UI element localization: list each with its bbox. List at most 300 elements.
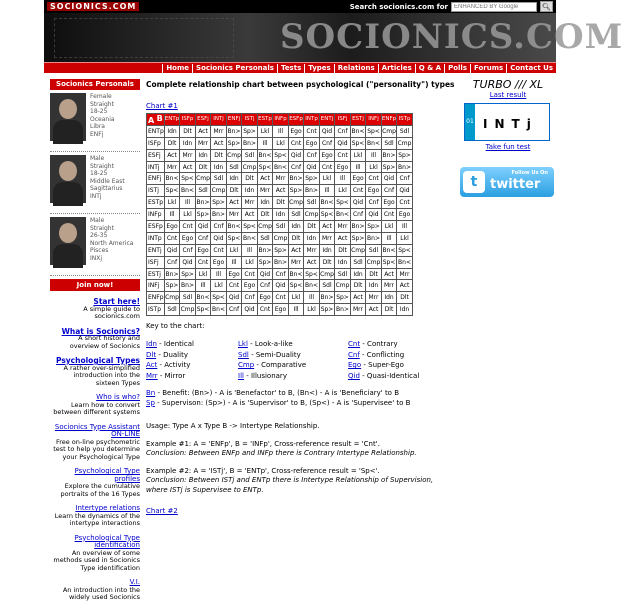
table-cell[interactable]: Cnt bbox=[164, 232, 180, 244]
table-cell[interactable]: Cnt bbox=[180, 221, 196, 233]
table-cell[interactable]: Sp> bbox=[211, 197, 227, 209]
table-cell[interactable]: Bn< bbox=[164, 173, 180, 185]
table-cell[interactable]: Ill bbox=[226, 256, 242, 268]
table-cell[interactable]: Ill bbox=[273, 125, 289, 137]
key-abbr[interactable]: Act bbox=[146, 361, 158, 370]
table-cell[interactable]: Ego bbox=[195, 244, 211, 256]
table-cell[interactable]: Qid bbox=[195, 221, 211, 233]
table-cell[interactable]: Bn< bbox=[350, 125, 366, 137]
column-header[interactable]: ENFj bbox=[226, 114, 242, 126]
table-cell[interactable]: Qid bbox=[273, 280, 289, 292]
table-cell[interactable]: Ill bbox=[180, 197, 196, 209]
table-cell[interactable]: Mrr bbox=[242, 197, 258, 209]
table-cell[interactable]: Cmp bbox=[288, 197, 304, 209]
table-cell[interactable]: Idn bbox=[335, 256, 351, 268]
table-cell[interactable]: Sp> bbox=[164, 280, 180, 292]
table-cell[interactable]: Bn> bbox=[350, 221, 366, 233]
table-cell[interactable]: Ego bbox=[319, 149, 335, 161]
table-cell[interactable]: Ill bbox=[195, 280, 211, 292]
table-cell[interactable]: Ego bbox=[350, 173, 366, 185]
table-cell[interactable]: Ill bbox=[257, 137, 273, 149]
table-cell[interactable]: Cnf bbox=[335, 125, 351, 137]
table-cell[interactable]: Dlt bbox=[211, 149, 227, 161]
nav-item[interactable]: Q & A bbox=[415, 64, 444, 73]
table-cell[interactable]: Idn bbox=[350, 268, 366, 280]
table-cell[interactable]: Qid bbox=[226, 292, 242, 304]
table-cell[interactable]: Sdl bbox=[195, 185, 211, 197]
table-cell[interactable]: Dlt bbox=[350, 280, 366, 292]
table-cell[interactable]: Mrr bbox=[211, 125, 227, 137]
column-header[interactable]: ESTj bbox=[350, 114, 366, 126]
table-cell[interactable]: Act bbox=[397, 280, 413, 292]
table-cell[interactable]: Cnf bbox=[350, 209, 366, 221]
table-cell[interactable]: Sp> bbox=[195, 209, 211, 221]
table-cell[interactable]: Sdl bbox=[164, 304, 180, 316]
table-cell[interactable]: Sp< bbox=[397, 244, 413, 256]
row-header[interactable]: ENFj bbox=[147, 173, 165, 185]
table-cell[interactable]: Bn< bbox=[366, 137, 382, 149]
table-cell[interactable]: Dlt bbox=[195, 161, 211, 173]
table-cell[interactable]: Ill bbox=[350, 161, 366, 173]
table-cell[interactable]: Sp> bbox=[288, 185, 304, 197]
table-cell[interactable]: Sdl bbox=[335, 268, 351, 280]
table-cell[interactable]: Ill bbox=[381, 232, 397, 244]
table-cell[interactable]: Act bbox=[288, 244, 304, 256]
table-cell[interactable]: Sp< bbox=[288, 280, 304, 292]
table-cell[interactable]: Idn bbox=[211, 161, 227, 173]
table-cell[interactable]: Cnf bbox=[211, 221, 227, 233]
table-cell[interactable]: Bn< bbox=[335, 209, 351, 221]
table-cell[interactable]: Qid bbox=[335, 137, 351, 149]
table-cell[interactable]: Lkl bbox=[164, 197, 180, 209]
table-cell[interactable]: Mrr bbox=[164, 161, 180, 173]
nav-item[interactable]: Relations bbox=[334, 64, 378, 73]
table-cell[interactable]: Idn bbox=[180, 137, 196, 149]
table-cell[interactable]: Sp< bbox=[304, 268, 320, 280]
table-cell[interactable]: Sdl bbox=[288, 209, 304, 221]
intj-widget[interactable] bbox=[464, 103, 550, 141]
table-cell[interactable]: Mrr bbox=[273, 173, 289, 185]
table-cell[interactable]: Mrr bbox=[180, 149, 196, 161]
table-cell[interactable]: Ill bbox=[304, 292, 320, 304]
row-header[interactable]: ISFj bbox=[147, 256, 165, 268]
site-logo-small[interactable]: SOCIONICS.COM bbox=[47, 2, 139, 11]
table-cell[interactable]: Mrr bbox=[366, 292, 382, 304]
table-cell[interactable]: Mrr bbox=[335, 221, 351, 233]
table-cell[interactable]: Ego bbox=[366, 185, 382, 197]
table-cell[interactable]: Act bbox=[273, 185, 289, 197]
row-header[interactable]: ESTj bbox=[147, 268, 165, 280]
table-cell[interactable]: Qid bbox=[397, 185, 413, 197]
column-header[interactable]: ENTj bbox=[319, 114, 335, 126]
table-cell[interactable]: Ego bbox=[180, 232, 196, 244]
table-cell[interactable]: Qid bbox=[381, 173, 397, 185]
row-header[interactable]: ENFp bbox=[147, 292, 165, 304]
table-cell[interactable]: Sdl bbox=[180, 292, 196, 304]
table-cell[interactable]: Ill bbox=[211, 268, 227, 280]
key-abbr[interactable]: Lkl bbox=[238, 340, 248, 349]
table-cell[interactable]: Cnf bbox=[257, 280, 273, 292]
table-cell[interactable]: Sdl bbox=[350, 256, 366, 268]
table-cell[interactable]: Cmp bbox=[366, 256, 382, 268]
table-cell[interactable]: Sp> bbox=[242, 125, 258, 137]
search-input[interactable] bbox=[451, 2, 537, 12]
row-header[interactable]: ENTj bbox=[147, 244, 165, 256]
table-cell[interactable]: Cnt bbox=[195, 256, 211, 268]
key-abbr[interactable]: Ego bbox=[348, 361, 362, 370]
table-cell[interactable]: Cmp bbox=[273, 232, 289, 244]
table-cell[interactable]: Sp< bbox=[211, 292, 227, 304]
table-cell[interactable]: Ego bbox=[381, 197, 397, 209]
table-cell[interactable]: Bn< bbox=[397, 256, 413, 268]
table-cell[interactable]: Mrr bbox=[397, 268, 413, 280]
table-cell[interactable]: Bn< bbox=[226, 221, 242, 233]
table-cell[interactable]: Dlt bbox=[273, 197, 289, 209]
table-cell[interactable]: Act bbox=[350, 292, 366, 304]
table-cell[interactable]: Idn bbox=[397, 304, 413, 316]
table-cell[interactable]: Ego bbox=[164, 221, 180, 233]
table-cell[interactable]: Sp< bbox=[195, 304, 211, 316]
table-cell[interactable]: Bn> bbox=[335, 304, 351, 316]
fun-test-link[interactable]: Take fun test bbox=[485, 143, 531, 151]
table-cell[interactable]: Sdl bbox=[397, 125, 413, 137]
table-cell[interactable]: Lkl bbox=[195, 268, 211, 280]
table-cell[interactable]: Ill bbox=[319, 185, 335, 197]
row-header[interactable]: ESTp bbox=[147, 197, 165, 209]
table-cell[interactable]: Act bbox=[164, 149, 180, 161]
sidebar-item-link[interactable]: V.I. bbox=[129, 578, 140, 586]
table-cell[interactable]: Cmp bbox=[242, 161, 258, 173]
chart-2-link[interactable]: Chart #2 bbox=[146, 507, 178, 516]
nav-item[interactable]: Home bbox=[162, 64, 192, 73]
sidebar-item-link[interactable]: What is Socionics? bbox=[61, 326, 140, 336]
table-cell[interactable]: Sp> bbox=[180, 268, 196, 280]
table-cell[interactable]: Sp< bbox=[335, 197, 351, 209]
table-cell[interactable]: Sp< bbox=[366, 125, 382, 137]
table-cell[interactable]: Bn< bbox=[288, 268, 304, 280]
table-cell[interactable]: Sdl bbox=[304, 197, 320, 209]
table-cell[interactable]: Lkl bbox=[257, 125, 273, 137]
table-cell[interactable]: Ego bbox=[242, 280, 258, 292]
table-cell[interactable]: Bn> bbox=[257, 244, 273, 256]
table-cell[interactable]: Mrr bbox=[195, 137, 211, 149]
table-cell[interactable]: Lkl bbox=[242, 256, 258, 268]
table-cell[interactable]: Sp> bbox=[335, 292, 351, 304]
key-abbr[interactable]: Cnf bbox=[348, 350, 360, 359]
table-cell[interactable]: Ego bbox=[211, 256, 227, 268]
table-cell[interactable]: Sp< bbox=[180, 173, 196, 185]
table-cell[interactable]: Mrr bbox=[226, 209, 242, 221]
table-cell[interactable]: Ill bbox=[242, 244, 258, 256]
table-cell[interactable]: Qid bbox=[319, 125, 335, 137]
search-button[interactable] bbox=[540, 1, 553, 12]
column-header[interactable]: ISTp bbox=[397, 114, 413, 126]
avatar[interactable] bbox=[50, 155, 86, 203]
nav-item[interactable]: Tests bbox=[277, 64, 304, 73]
table-cell[interactable]: Cnt bbox=[257, 304, 273, 316]
table-cell[interactable]: Cnf bbox=[164, 256, 180, 268]
table-cell[interactable]: Dlt bbox=[319, 256, 335, 268]
table-cell[interactable]: Cmp bbox=[211, 185, 227, 197]
table-cell[interactable]: Qid bbox=[304, 161, 320, 173]
table-cell[interactable]: Dlt bbox=[180, 125, 196, 137]
table-cell[interactable]: Qid bbox=[242, 304, 258, 316]
sp-link[interactable]: Sp bbox=[146, 398, 155, 407]
row-header[interactable]: INTp bbox=[147, 232, 165, 244]
table-cell[interactable]: Bn> bbox=[226, 125, 242, 137]
table-cell[interactable]: Idn bbox=[164, 125, 180, 137]
table-cell[interactable]: Bn< bbox=[319, 197, 335, 209]
table-cell[interactable]: Dlt bbox=[288, 232, 304, 244]
table-cell[interactable]: Act bbox=[304, 256, 320, 268]
nav-item[interactable]: Polls bbox=[444, 64, 470, 73]
table-cell[interactable]: Sdl bbox=[381, 137, 397, 149]
table-cell[interactable]: Lkl bbox=[397, 232, 413, 244]
table-cell[interactable]: Bn> bbox=[397, 161, 413, 173]
table-cell[interactable]: Ego bbox=[257, 292, 273, 304]
key-abbr[interactable]: Cnt bbox=[348, 340, 361, 349]
table-cell[interactable]: Cnt bbox=[366, 173, 382, 185]
table-cell[interactable]: Mrr bbox=[350, 304, 366, 316]
table-cell[interactable]: Idn bbox=[319, 244, 335, 256]
table-cell[interactable]: Bn< bbox=[257, 149, 273, 161]
table-cell[interactable]: Bn< bbox=[180, 185, 196, 197]
table-cell[interactable]: Cmp bbox=[226, 149, 242, 161]
table-cell[interactable]: Cmp bbox=[397, 137, 413, 149]
table-cell[interactable]: Cmp bbox=[164, 292, 180, 304]
table-cell[interactable]: Sp> bbox=[304, 173, 320, 185]
table-cell[interactable]: Idn bbox=[288, 221, 304, 233]
table-cell[interactable]: Bn> bbox=[180, 280, 196, 292]
table-cell[interactable]: Mrr bbox=[257, 185, 273, 197]
table-cell[interactable]: Cnt bbox=[381, 209, 397, 221]
table-cell[interactable]: Dlt bbox=[381, 304, 397, 316]
table-cell[interactable]: Cmp bbox=[180, 304, 196, 316]
row-header[interactable]: INFp bbox=[147, 209, 165, 221]
table-cell[interactable]: Sp> bbox=[273, 244, 289, 256]
table-cell[interactable]: Cnf bbox=[304, 149, 320, 161]
table-cell[interactable]: Sdl bbox=[242, 149, 258, 161]
sidebar-item-link[interactable]: Psychological Type profiles bbox=[74, 467, 140, 483]
column-header[interactable]: INFp bbox=[273, 114, 289, 126]
table-cell[interactable]: Qid bbox=[180, 256, 196, 268]
table-cell[interactable]: Dlt bbox=[164, 137, 180, 149]
table-cell[interactable]: Idn bbox=[226, 173, 242, 185]
table-cell[interactable]: Qid bbox=[164, 244, 180, 256]
chart-1-link[interactable]: Chart #1 bbox=[146, 102, 178, 110]
table-cell[interactable]: Lkl bbox=[366, 161, 382, 173]
table-cell[interactable]: Lkl bbox=[319, 173, 335, 185]
row-header[interactable]: ESFp bbox=[147, 221, 165, 233]
table-cell[interactable]: Qid bbox=[288, 149, 304, 161]
table-cell[interactable]: Act bbox=[366, 304, 382, 316]
table-cell[interactable]: Qid bbox=[350, 197, 366, 209]
table-cell[interactable]: Dlt bbox=[257, 209, 273, 221]
table-cell[interactable]: Mrr bbox=[288, 256, 304, 268]
column-header[interactable]: ISTj bbox=[242, 114, 258, 126]
table-cell[interactable]: Lkl bbox=[381, 221, 397, 233]
table-cell[interactable]: Sdl bbox=[211, 173, 227, 185]
table-cell[interactable]: Dlt bbox=[366, 268, 382, 280]
table-cell[interactable]: Ego bbox=[397, 209, 413, 221]
table-cell[interactable]: Cnt bbox=[397, 197, 413, 209]
table-cell[interactable]: Cnf bbox=[242, 292, 258, 304]
sidebar-item-link[interactable]: Who is who? bbox=[96, 393, 140, 401]
table-cell[interactable]: Act bbox=[319, 221, 335, 233]
table-cell[interactable]: Sp< bbox=[350, 137, 366, 149]
table-cell[interactable]: Cnt bbox=[288, 137, 304, 149]
table-cell[interactable]: Idn bbox=[242, 185, 258, 197]
key-abbr[interactable]: Sdl bbox=[238, 350, 249, 359]
row-header[interactable]: INFj bbox=[147, 280, 165, 292]
table-cell[interactable]: Cnf bbox=[366, 197, 382, 209]
table-cell[interactable]: Qid bbox=[366, 209, 382, 221]
row-header[interactable]: ISTj bbox=[147, 185, 165, 197]
personal-profile[interactable] bbox=[50, 214, 140, 276]
table-cell[interactable]: Cmp bbox=[350, 244, 366, 256]
avatar[interactable] bbox=[50, 217, 86, 265]
key-abbr[interactable]: Qid bbox=[348, 371, 360, 380]
table-cell[interactable]: Cnt bbox=[273, 292, 289, 304]
table-cell[interactable]: Ill bbox=[335, 173, 351, 185]
key-abbr[interactable]: Cmp bbox=[238, 361, 255, 370]
join-now-button[interactable]: Join now! bbox=[50, 279, 140, 291]
table-cell[interactable]: Cnf bbox=[180, 244, 196, 256]
table-cell[interactable]: Act bbox=[226, 197, 242, 209]
column-header[interactable]: ESTp bbox=[257, 114, 273, 126]
banner-logo[interactable]: SOCIONICS.COM bbox=[280, 17, 623, 57]
column-header[interactable]: INTj bbox=[211, 114, 227, 126]
table-cell[interactable]: Cnf bbox=[397, 173, 413, 185]
bn-link[interactable]: Bn bbox=[146, 389, 156, 398]
table-cell[interactable]: Bn> bbox=[319, 292, 335, 304]
table-cell[interactable]: Bn< bbox=[304, 280, 320, 292]
table-cell[interactable]: Cnt bbox=[226, 280, 242, 292]
table-cell[interactable]: Lkl bbox=[226, 244, 242, 256]
table-cell[interactable]: Sp> bbox=[350, 232, 366, 244]
row-header[interactable]: ISTp bbox=[147, 304, 165, 316]
table-cell[interactable]: Sdl bbox=[366, 244, 382, 256]
table-cell[interactable]: Ego bbox=[288, 125, 304, 137]
table-cell[interactable]: Cmp bbox=[335, 280, 351, 292]
personal-profile[interactable] bbox=[50, 90, 140, 152]
table-cell[interactable]: Bn> bbox=[195, 197, 211, 209]
table-cell[interactable]: Lkl bbox=[304, 304, 320, 316]
table-cell[interactable]: Ill bbox=[366, 149, 382, 161]
personal-profile[interactable] bbox=[50, 152, 140, 214]
nav-item[interactable]: Contact Us bbox=[506, 64, 556, 73]
table-cell[interactable]: Sp> bbox=[366, 221, 382, 233]
table-cell[interactable]: Lkl bbox=[273, 137, 289, 149]
table-cell[interactable]: Sdl bbox=[257, 232, 273, 244]
table-cell[interactable]: Bn> bbox=[164, 268, 180, 280]
table-cell[interactable]: Cmp bbox=[304, 209, 320, 221]
table-cell[interactable]: Qid bbox=[211, 232, 227, 244]
personals-heading[interactable]: Socionics Personals bbox=[50, 79, 140, 90]
table-cell[interactable]: Bn< bbox=[273, 161, 289, 173]
table-cell[interactable]: Bn> bbox=[288, 173, 304, 185]
row-header[interactable]: ESFj bbox=[147, 149, 165, 161]
table-cell[interactable]: Ego bbox=[226, 268, 242, 280]
table-cell[interactable]: Sdl bbox=[273, 221, 289, 233]
table-cell[interactable]: Dlt bbox=[335, 244, 351, 256]
table-cell[interactable]: Sp> bbox=[257, 256, 273, 268]
table-cell[interactable]: Sdl bbox=[226, 161, 242, 173]
table-cell[interactable]: Act bbox=[195, 125, 211, 137]
table-cell[interactable]: Cnt bbox=[319, 161, 335, 173]
column-header[interactable]: ENFp bbox=[381, 114, 397, 126]
table-cell[interactable]: Sp< bbox=[319, 209, 335, 221]
key-abbr[interactable]: Mrr bbox=[146, 371, 158, 380]
table-cell[interactable]: Cnf bbox=[381, 185, 397, 197]
nav-item[interactable]: Types bbox=[304, 64, 333, 73]
table-cell[interactable]: Cnf bbox=[319, 137, 335, 149]
table-cell[interactable]: Cnf bbox=[195, 232, 211, 244]
column-header[interactable]: INTp bbox=[304, 114, 320, 126]
table-cell[interactable]: Bn> bbox=[211, 209, 227, 221]
table-cell[interactable]: Act bbox=[242, 209, 258, 221]
column-header[interactable]: ISFp bbox=[180, 114, 196, 126]
table-cell[interactable]: Lkl bbox=[180, 209, 196, 221]
column-header[interactable]: ENTp bbox=[164, 114, 180, 126]
sidebar-item-link[interactable]: Psychological Type identification bbox=[74, 533, 140, 549]
last-result-link[interactable]: Last result bbox=[489, 91, 527, 99]
table-cell[interactable]: Act bbox=[335, 232, 351, 244]
table-cell[interactable]: Cmp bbox=[381, 125, 397, 137]
table-cell[interactable]: Cnf bbox=[273, 268, 289, 280]
table-cell[interactable]: Lkl bbox=[350, 149, 366, 161]
table-cell[interactable]: Bn> bbox=[381, 149, 397, 161]
column-header[interactable]: INFj bbox=[366, 114, 382, 126]
table-cell[interactable]: Idn bbox=[381, 292, 397, 304]
table-cell[interactable]: Dlt bbox=[242, 173, 258, 185]
nav-item[interactable]: Articles bbox=[378, 64, 415, 73]
table-cell[interactable]: Sp> bbox=[397, 149, 413, 161]
table-cell[interactable]: Sp< bbox=[381, 256, 397, 268]
nav-item[interactable]: Forums bbox=[470, 64, 506, 73]
column-header[interactable]: ISFj bbox=[335, 114, 351, 126]
table-cell[interactable]: Bn< bbox=[195, 292, 211, 304]
avatar[interactable] bbox=[50, 93, 86, 141]
table-cell[interactable]: Sp< bbox=[242, 221, 258, 233]
table-cell[interactable]: Lkl bbox=[288, 292, 304, 304]
table-cell[interactable]: Dlt bbox=[304, 221, 320, 233]
table-cell[interactable]: Cnt bbox=[335, 149, 351, 161]
table-cell[interactable]: Bn> bbox=[242, 137, 258, 149]
table-cell[interactable]: Sdl bbox=[319, 280, 335, 292]
table-cell[interactable]: Act bbox=[381, 268, 397, 280]
table-cell[interactable]: Sp> bbox=[319, 304, 335, 316]
table-cell[interactable]: Bn> bbox=[366, 232, 382, 244]
table-cell[interactable]: Cmp bbox=[195, 173, 211, 185]
table-cell[interactable]: Act bbox=[257, 173, 273, 185]
table-cell[interactable]: Dlt bbox=[226, 185, 242, 197]
table-cell[interactable]: Cmp bbox=[257, 221, 273, 233]
row-header[interactable]: ISFp bbox=[147, 137, 165, 149]
row-header[interactable]: ENTp bbox=[147, 125, 165, 137]
table-cell[interactable]: Mrr bbox=[319, 232, 335, 244]
table-cell[interactable]: Bn> bbox=[304, 185, 320, 197]
table-cell[interactable]: Cnf bbox=[226, 304, 242, 316]
table-cell[interactable]: Idn bbox=[257, 197, 273, 209]
table-cell[interactable]: Qid bbox=[257, 268, 273, 280]
table-cell[interactable]: Cnt bbox=[304, 125, 320, 137]
sidebar-item-link[interactable]: Psychological Types bbox=[55, 356, 140, 365]
table-cell[interactable]: Bn< bbox=[381, 244, 397, 256]
table-cell[interactable]: Bn< bbox=[211, 304, 227, 316]
row-header[interactable]: INTj bbox=[147, 161, 165, 173]
table-cell[interactable]: Idn bbox=[366, 280, 382, 292]
